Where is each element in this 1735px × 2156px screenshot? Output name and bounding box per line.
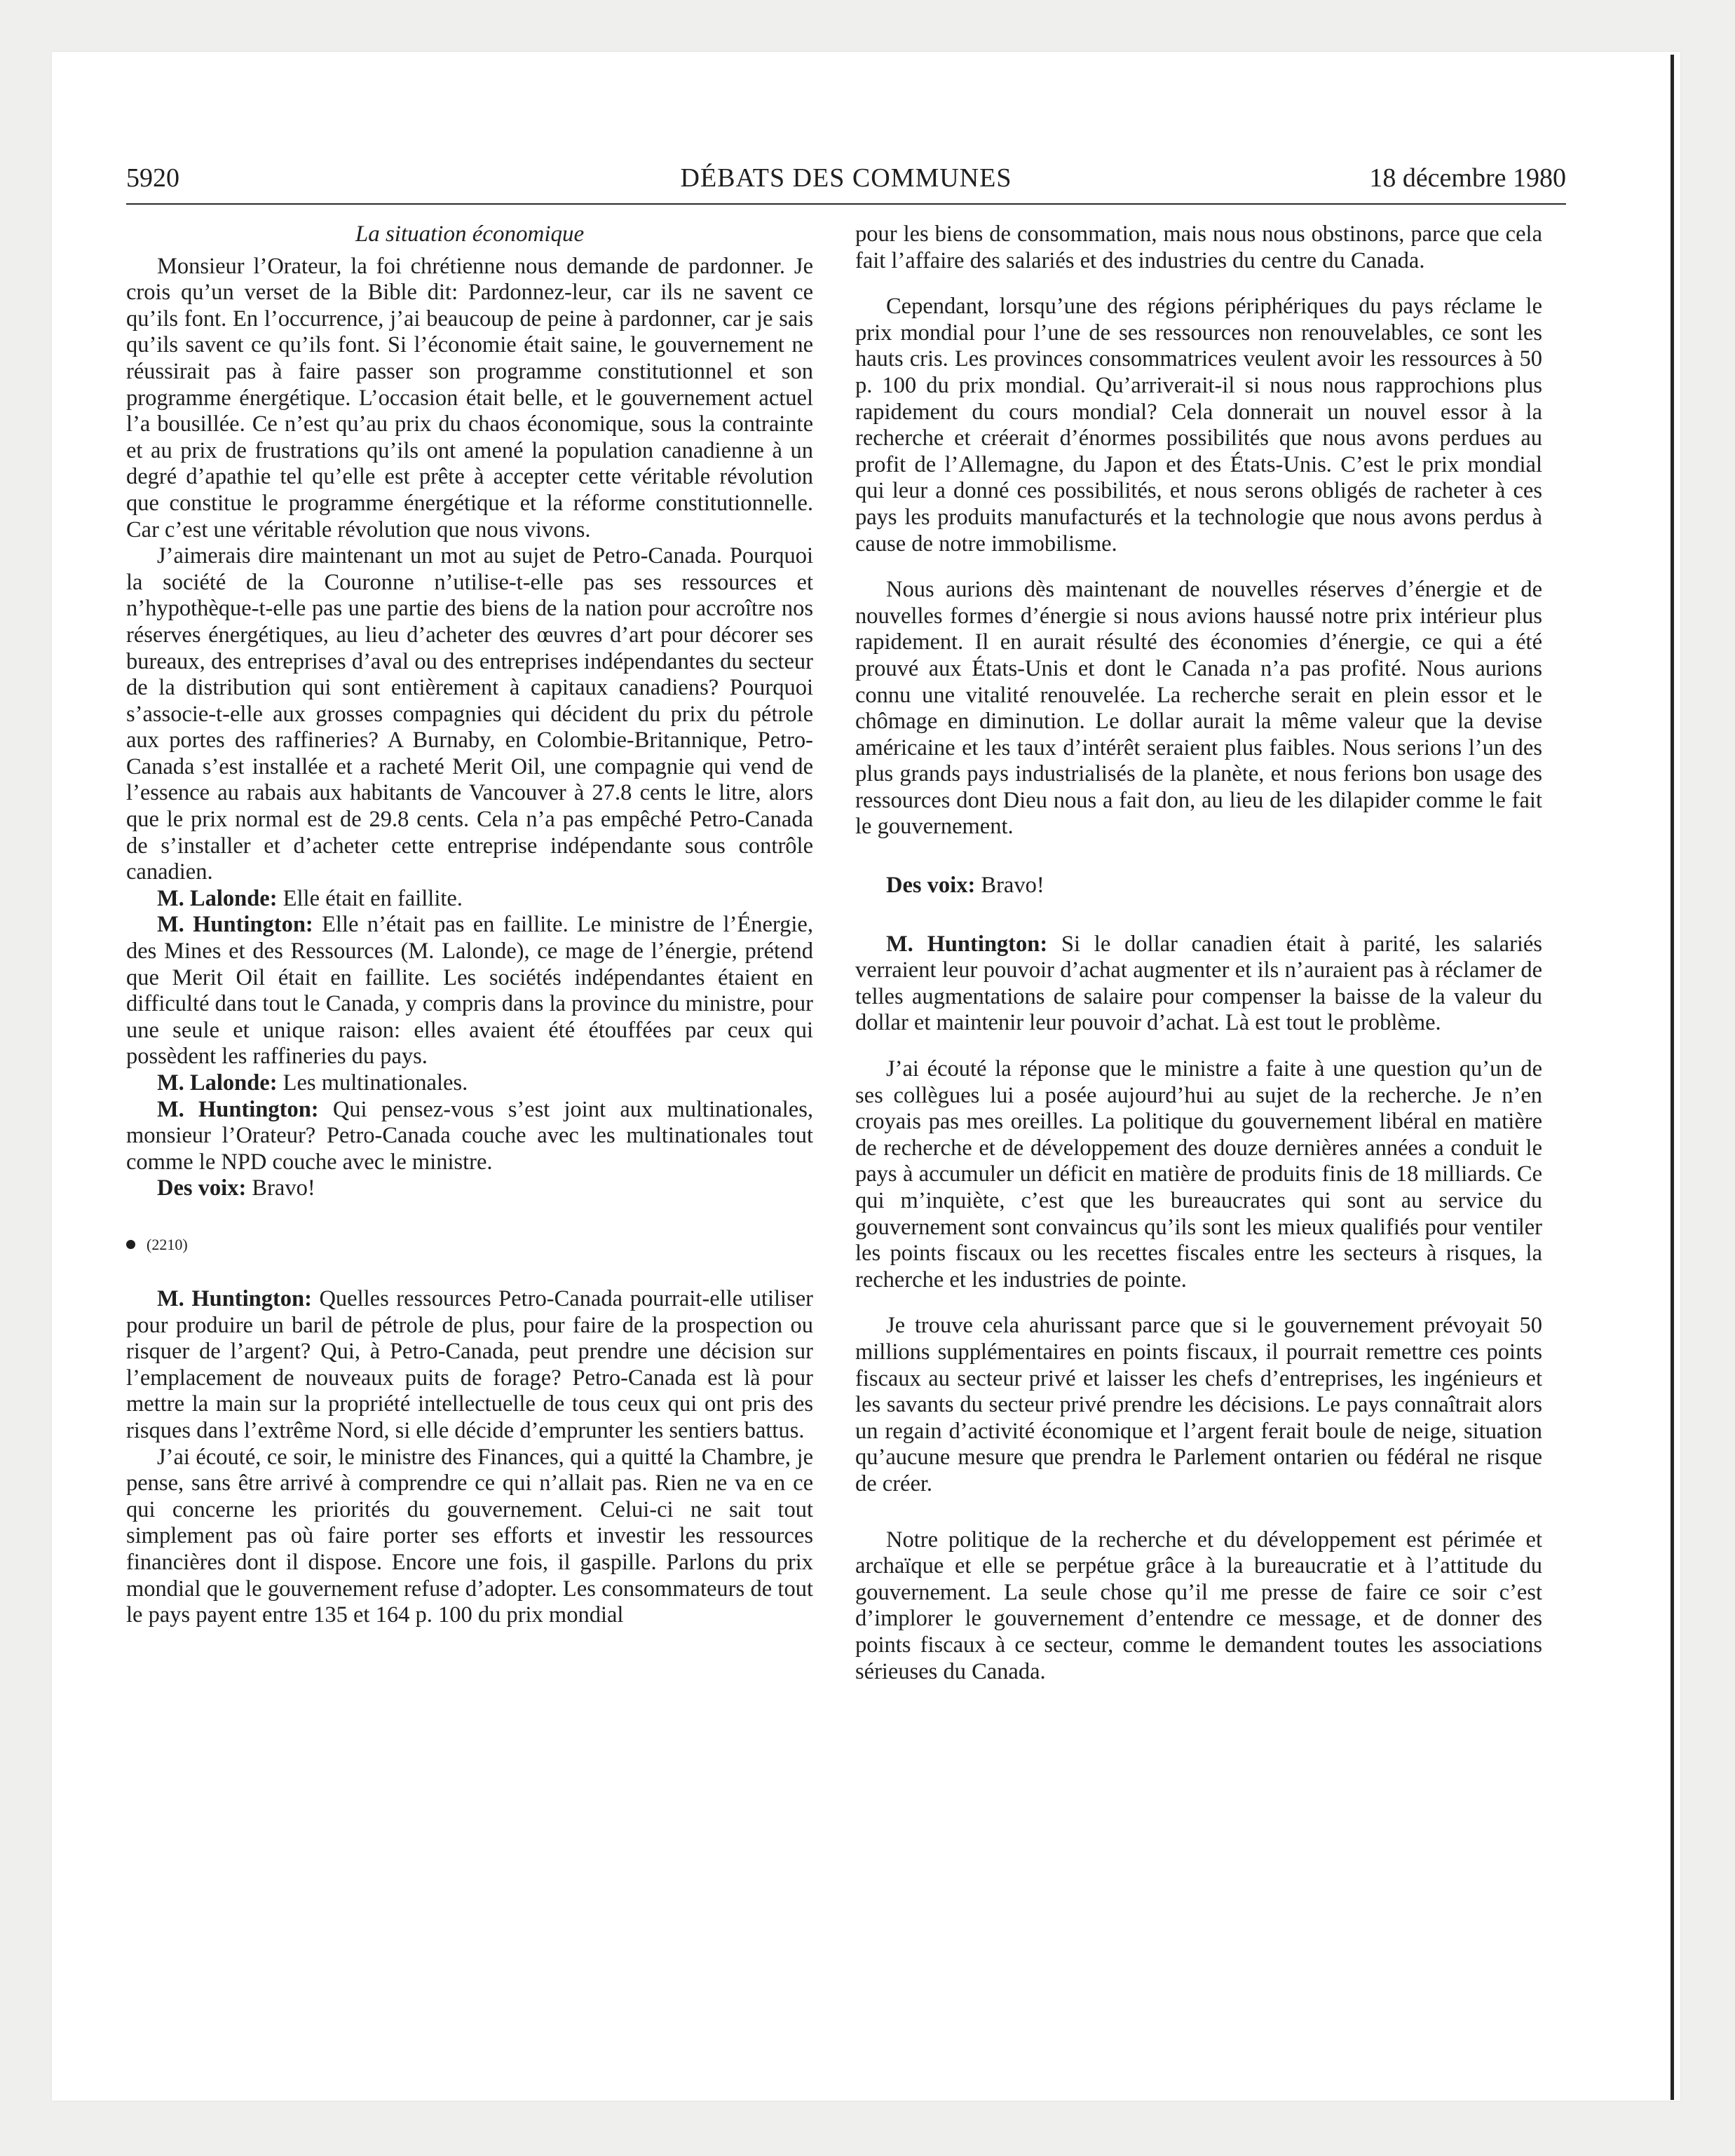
speech-text: Qui pensez-vous s’est joint aux multinationales, monsieur l’Orateur? Petro-Canada couche avec les multinationales tout comme le NPD couche avec le ministre. [126,1096,813,1175]
speech [126,912,813,1070]
speech [126,886,813,913]
paragraph: pour les biens de consommation, mais nous nous obstinons, parce que cela fait l’affaire des salariés et des industries du centre du Canada. [855,221,1542,273]
speech-text: Elle était en faillite. [277,885,463,911]
speaker-name: Des voix: [886,873,976,899]
right-column [855,221,1542,1685]
page-number: 5920 [126,163,179,193]
paragraph: J’aimerais dire maintenant un mot au sujet de Petro-Canada. Pourquoi la société de la Couronne n’utilise-t-elle pas ses ressources et n’hypothèque-t-elle pas une partie des biens de la nation pour accroître nos réserves énergétiques, au lieu d’acheter des œuvres d’art pour décorer ses bureaux, des entreprises d’aval ou des entreprises indépendantes du secteur de la distribution qui sont entièrement à capitaux canadiens? Pourquoi s’associe-t-elle aux grosses compagnies qui décident du prix du pétrole aux portes des raffineries? A Burnaby, en Colombie-Britannique, Petro-Canada s’est installée et a racheté Merit Oil, une compagnie qui vend de l’essence au rabais aux habitants de Vancouver à 27.8 cents le litre, alors que le prix normal est de 29.8 cents. Cela n’a pas empêché Petro-Canada de s’installer et d’acheter cette entreprise indépendante sous contrôle canadien. [126,543,813,885]
speech [126,1175,813,1202]
time-marker-text: (2210) [147,1235,188,1253]
time-marker [126,1236,813,1254]
speech-text: Si le dollar canadien était à parité, les salariés verraient leur pouvoir d’achat augmenter et ils n’auraient pas à réclamer de telles augmentations de salaire pour compenser la baisse de la valeur du dollar et maintenir leur pouvoir d’achat. Là est tout le problème. [855,931,1542,1036]
section-heading: La situation économique [355,221,585,247]
speech-text: Bravo! [975,873,1045,899]
binding-edge-line [1671,55,1674,2100]
journal-title: DÉBATS DES COMMUNES [680,163,1012,193]
paragraph: Je trouve cela ahurissant parce que si le gouvernement prévoyait 50 millions supplémentaires en points fiscaux, il pourrait remettre ces points fiscaux au secteur privé et laisser les chefs d’entreprises, les ingénieurs et les savants du secteur privé prendre les décisions. Le pays connaîtrait alors un regain d’activité économique et l’argent ferait boule de neige, situation qu’aucune mesure que prendra le Parlement ontarien ou fédéral ne risque de créer. [855,1313,1542,1496]
left-column [126,221,813,1629]
speech-text: Les multinationales. [277,1070,468,1096]
speaker-name: M. Lalonde: [157,1070,278,1096]
paragraph: Monsieur l’Orateur, la foi chrétienne nous demande de pardonner. Je crois qu’un verset de la Bible dit: Pardonnez-leur, car ils ne savent ce qu’ils font. En l’occurrence, j’ai beaucoup de peine à pardonner, car je sais qu’ils savent ce qu’ils font. Si l’économie était saine, le gouvernement ne réussirait pas à faire passer son programme constitutionnel et son programme énergétique. L’occasion était belle, et le gouvernement actuel l’a bousillée. Ce n’est qu’au prix du chaos économique, sous la contrainte et au prix de frustrations qu’ils ont amené la population canadienne à un degré d’apathie tel qu’elle est prête à accepter cette véritable révolution que constitue le programme énergétique et la réforme constitutionnelle. Car c’est une véritable révolution que nous vivons. [126,253,813,543]
speech-text: Elle n’était pas en faillite. Le ministre de l’Énergie, des Mines et des Ressources (M. Lalonde), ce mage de l’énergie, prétend que Merit Oil était en faillite. Les sociétés indépendantes étaient en difficulté dans tout le Canada, y compris dans la province du ministre, pour une seule et unique raison: elles avaient été étouffées par ceux qui possèdent les raffineries du pays. [126,912,813,1070]
speaker-name: M. Huntington: [157,912,313,938]
speech-text: Quelles ressources Petro-Canada pourrait-elle utiliser pour produire un baril de pétrole de plus, pour faire de la prospection ou risquer de l’argent? Qui, à Petro-Canada, peut prendre une décision sur l’emplacement de nouveaux puits de forage? Petro-Canada est là pour mettre la main sur la propriété intellectuelle de tous ceux qui ont pris des risques dans l’extrême Nord, si elle décide d’emprunter les sentiers battus. [126,1285,813,1443]
speech [855,873,1542,899]
speaker-name: Des voix: [157,1175,247,1201]
speech [126,1097,813,1176]
speech [126,1286,813,1445]
speech-text: Bravo! [246,1175,315,1201]
speaker-name: M. Huntington: [886,931,1048,957]
header-rule [126,203,1566,205]
page-header [126,163,1566,205]
paragraph: Notre politique de la recherche et du développement est périmée et archaïque et elle se perpétue grâce à la bureaucratie et à l’attitude du gouvernement. La seule chose qu’il me presse de faire ce soir c’est d’implorer le gouvernement d’entendre ce message, et de donner des points fiscaux à ce secteur, comme le demandent toutes les associations sérieuses du Canada. [855,1527,1542,1684]
speech [855,932,1542,1037]
issue-date: 18 décembre 1980 [1369,163,1566,193]
paragraph: Nous aurions dès maintenant de nouvelles réserves d’énergie et de nouvelles formes d’énergie si nous avions haussé notre prix intérieur plus rapidement. Il en aurait résulté des économies d’énergie, ce qui a été prouvé aux États-Unis et dont le Canada n’a pas profité. Nous aurions connu une vitalité renouvelée. La recherche serait en plein essor et le chômage en diminution. Le dollar aurait la même valeur que la devise américaine et les taux d’intérêt seraient plus faibles. Nous serions l’un des plus grands pays industrialisés de la planète, et nous ferions bon usage des ressources dont Dieu nous a fait don, au lieu de les dilapider comme le fait le gouvernement. [855,577,1542,840]
speaker-name: M. Huntington: [157,1096,319,1122]
paragraph: J’ai écouté, ce soir, le ministre des Finances, qui a quitté la Chambre, je pense, sans être arrivé à comprendre ce qui n’allait pas. Rien ne va en ce qui concerne les priorités du gouvernement. Celui-ci ne sait tout simplement pas où faire porter ses efforts et investir les ressources financières dont il dispose. Encore une fois, il gaspille. Parlons du prix mondial que le gouvernement refuse d’adopter. Les consommateurs de tout le pays payent entre 135 et 164 p. 100 du prix mondial [126,1444,813,1628]
speaker-name: M. Lalonde: [157,885,278,911]
bullet-icon [126,1240,135,1249]
paragraph: J’ai écouté la réponse que le ministre a faite à une question qu’un de ses collègues lui a posée aujourd’hui au sujet de la recherche. Je n’en croyais pas mes oreilles. La politique du gouvernement libéral en matière de recherche et de développement des douze dernières années a conduit le pays à accumuler un déficit en matière de produits finis de 18 milliards. Ce qui m’inquiète, c’est que les bureaucrates qui sont au service du gouvernement sont convaincus qu’ils sont les mieux qualifiés pour ventiler les points fiscaux ou les recettes fiscales entre les secteurs à risques, la recherche et les industries de pointe. [855,1056,1542,1292]
paragraph: Cependant, lorsqu’une des régions périphériques du pays réclame le prix mondial pour l’une de ses ressources non renouvelables, ce sont les hauts cris. Les provinces consommatrices veulent avoir les ressources à 50 p. 100 du prix mondial. Qu’arriverait-il si nous nous rapprochions plus rapidement du cours mondial? Cela donnerait un nouvel essor à la recherche et créerait d’énormes possibilités que nous avons perdues au profit de l’Allemagne, du Japon et des États-Unis. C’est le prix mondial qui leur a donné ces possibilités, et nous serons obligés de racheter à ces pays les produits manufacturés et la technologie que nous avons perdus à cause de notre immobilisme. [855,294,1542,557]
speech [126,1070,813,1097]
speaker-name: M. Huntington: [157,1285,312,1311]
